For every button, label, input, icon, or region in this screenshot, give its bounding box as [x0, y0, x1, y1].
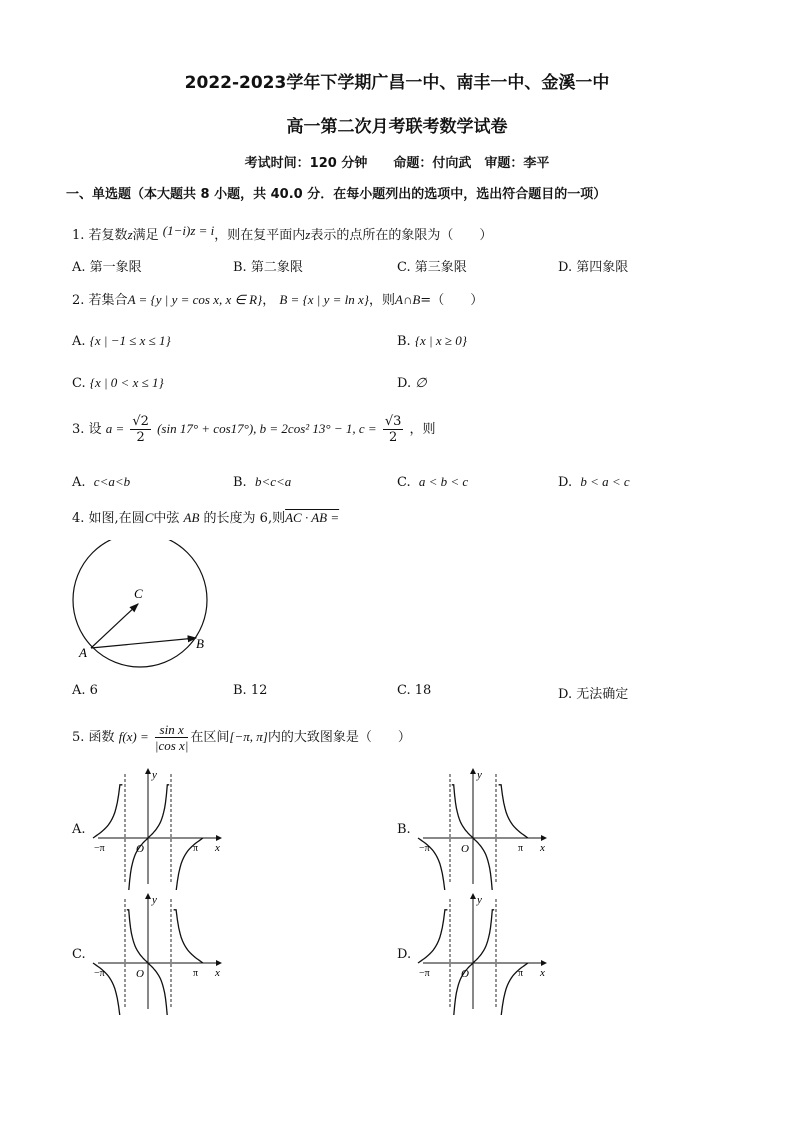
q5-fraction-num: sin x: [155, 722, 189, 738]
exam-info: 考试时间：120 分钟 命题：付向武 审题：李平: [244, 156, 550, 171]
q3-option-a-value: c<a<b: [93, 474, 131, 489]
q4-text-b: 中弦: [153, 511, 180, 526]
y-axis-arrow: [145, 893, 151, 899]
q3-frac-sqrt3: [383, 414, 404, 445]
y-axis-arrow: [470, 893, 476, 899]
q1-option-c[interactable]: C. 第三象限: [397, 260, 467, 275]
q5-fraction-den: |cos x|: [154, 738, 189, 753]
q5-text-c: 内的大致图象是（ ）: [267, 730, 411, 745]
curve-branch-3: [174, 910, 203, 963]
q3-option-c-label: C.: [397, 475, 411, 490]
q5-option-c-label[interactable]: C.: [72, 947, 86, 962]
q2-text-b: ，则: [369, 293, 396, 308]
q5-text-b: 在区间: [190, 730, 230, 745]
q2-option-a-value: {x | −1 ≤ x ≤ 1}: [89, 333, 171, 348]
label-b: B: [196, 636, 204, 651]
q1-equation: (1−i)z = i: [162, 223, 215, 238]
q2-option-b-label: B.: [397, 334, 411, 349]
curve-branch-3: [174, 838, 203, 890]
curve-branch-2: [418, 910, 447, 963]
x-axis-label: x: [215, 842, 220, 854]
q2-option-c-value: {x | 0 < x ≤ 1}: [89, 375, 164, 390]
q5-option-d-label[interactable]: D.: [397, 947, 412, 962]
q1-text-b: 满足: [132, 228, 159, 243]
q4-var-ab: AB: [183, 510, 200, 525]
q3-option-a[interactable]: [72, 474, 130, 490]
q1-text-d: 表示的点所在的象限为（ ）: [310, 228, 493, 243]
y-axis-arrow: [470, 768, 476, 774]
q3-option-c[interactable]: [397, 474, 468, 490]
y-axis-label: y: [477, 769, 482, 781]
pi-label: π: [193, 968, 199, 979]
q2-number: 2.: [72, 293, 85, 308]
q2-option-c-label: C.: [72, 376, 86, 391]
curve-branch-2: [93, 785, 122, 838]
q3-a-rhs: (sin 17° + cos17°), b = 2cos² 13° − 1, c =: [157, 421, 377, 436]
q2-expr: A∩B: [395, 292, 421, 307]
x-axis-arrow: [216, 835, 222, 841]
q3-option-d[interactable]: [558, 474, 630, 490]
circle-chord-figure: [66, 540, 226, 670]
q3-option-b-value: b<c<a: [254, 474, 292, 489]
q3-option-b[interactable]: [233, 474, 291, 490]
q3-option-d-value: b < a < c: [580, 474, 630, 489]
graph-option-c[interactable]: [90, 893, 225, 1015]
q5-option-b-label[interactable]: B.: [397, 822, 411, 837]
q4-option-b[interactable]: B. 12: [233, 683, 268, 698]
pi-label: π: [518, 843, 524, 854]
q3-number: 3.: [72, 422, 85, 437]
neg-pi-label: −π: [94, 843, 105, 854]
x-axis-arrow: [541, 960, 547, 966]
vector-ac: [91, 604, 138, 648]
question-1: [72, 224, 492, 243]
q3-a-lhs: a =: [105, 421, 125, 436]
neg-pi-label: −π: [419, 968, 430, 979]
q2-set-a: A = {y | y = cos x, x ∈ R}: [127, 292, 263, 307]
q1-var-z: z: [127, 227, 133, 242]
q4-option-a[interactable]: A. 6: [72, 683, 98, 698]
curve-branch-3: [499, 785, 528, 838]
neg-pi-label: −π: [419, 843, 430, 854]
q1-text-a: 若复数: [88, 228, 128, 243]
q4-text: 如图,在圆: [88, 511, 145, 526]
q2-option-b-value: {x | x ≥ 0}: [414, 333, 467, 348]
q2-option-b[interactable]: [397, 333, 467, 349]
q2-option-a-label: A.: [72, 334, 86, 349]
q5-option-a-label[interactable]: A.: [72, 822, 86, 837]
q2-option-a[interactable]: [72, 333, 171, 349]
y-axis-label: y: [152, 769, 157, 781]
q4-vector-expression: AC · AB =: [285, 510, 340, 525]
q1-number: 1.: [72, 228, 85, 243]
q3-text-a: 设: [88, 422, 102, 437]
q2-text-a: 若集合: [88, 293, 128, 308]
x-axis-arrow: [541, 835, 547, 841]
x-axis-arrow: [216, 960, 222, 966]
pi-label: π: [193, 843, 199, 854]
exam-title-line2: 高一第二次月考联考数学试卷: [286, 117, 508, 137]
origin-label: O: [136, 968, 144, 980]
y-axis-arrow: [145, 768, 151, 774]
q1-option-a[interactable]: A. 第一象限: [72, 260, 142, 275]
exam-title-line1: 2022-2023学年下学期广昌一中、南丰一中、金溪一中: [184, 73, 610, 93]
question-3: [72, 414, 436, 445]
q3-option-d-label: D.: [558, 475, 573, 490]
q4-option-c[interactable]: C. 18: [397, 683, 432, 698]
q5-fraction: [155, 722, 189, 753]
q3-option-c-value: a < b < c: [418, 474, 469, 489]
x-axis-label: x: [540, 967, 545, 979]
x-axis-label: x: [215, 967, 220, 979]
graph-option-a[interactable]: [90, 768, 225, 890]
y-axis-label: y: [152, 894, 157, 906]
pi-label: π: [518, 968, 524, 979]
q5-interval: [−π, π]: [229, 729, 268, 744]
q2-option-d[interactable]: [397, 375, 427, 391]
neg-pi-label: −π: [94, 968, 105, 979]
q5-number: 5.: [72, 730, 85, 745]
graph-option-d[interactable]: [415, 893, 550, 1015]
q1-var-z-2: z: [305, 227, 311, 242]
q2-option-c[interactable]: [72, 375, 164, 391]
q2-option-d-value: ∅: [415, 375, 427, 390]
q3-text-b: ，则: [409, 422, 436, 437]
q1-option-b[interactable]: B. 第二象限: [233, 260, 303, 275]
curve-branch-3: [499, 963, 528, 1015]
origin-label: O: [461, 843, 469, 855]
q2-set-b: B = {x | y = ln x}: [279, 292, 369, 307]
q4-text-c: 的长度为 6,则: [203, 511, 286, 526]
label-c: C: [134, 586, 143, 601]
x-axis-label: x: [540, 842, 545, 854]
y-axis-label: y: [477, 894, 482, 906]
origin-label: O: [136, 843, 144, 855]
q1-text-c: ，则在复平面内: [214, 228, 306, 243]
question-4: [72, 507, 339, 526]
q2-option-d-label: D.: [397, 376, 412, 391]
q3-frac-sqrt3-den: 2: [388, 430, 398, 445]
graph-option-b[interactable]: [415, 768, 550, 890]
question-5: [72, 722, 411, 753]
q3-frac-sqrt2-num: √2: [132, 414, 149, 429]
q1-option-d[interactable]: D. 第四象限: [558, 260, 629, 275]
q5-fx: f(x) =: [118, 729, 149, 744]
q4-number: 4.: [72, 511, 85, 526]
q5-text-a: 函数: [88, 730, 115, 745]
q4-var-c: C: [144, 510, 154, 525]
section-heading: 一、单选题（本大题共 8 小题，共 40.0 分．在每小题列出的选项中，选出符合题目的一项）: [66, 187, 607, 202]
q4-option-d[interactable]: D. 无法确定: [558, 687, 629, 702]
origin-label: O: [461, 968, 469, 980]
q3-frac-sqrt2-den: 2: [136, 430, 145, 445]
q3-frac-sqrt3-num: √3: [384, 414, 402, 429]
q2-text-c: =（ ）: [420, 293, 484, 308]
q3-frac-sqrt2: [130, 414, 151, 445]
vector-ab: [91, 638, 196, 648]
label-a: A: [79, 645, 87, 660]
question-2: 2. 若集合A = {y | y = cos x, x ∈ R}， B = {x | y = ln x}，则A∩B=（ ）: [72, 292, 484, 308]
q3-option-b-label: B.: [233, 475, 247, 490]
q3-option-a-label: A.: [72, 475, 86, 490]
